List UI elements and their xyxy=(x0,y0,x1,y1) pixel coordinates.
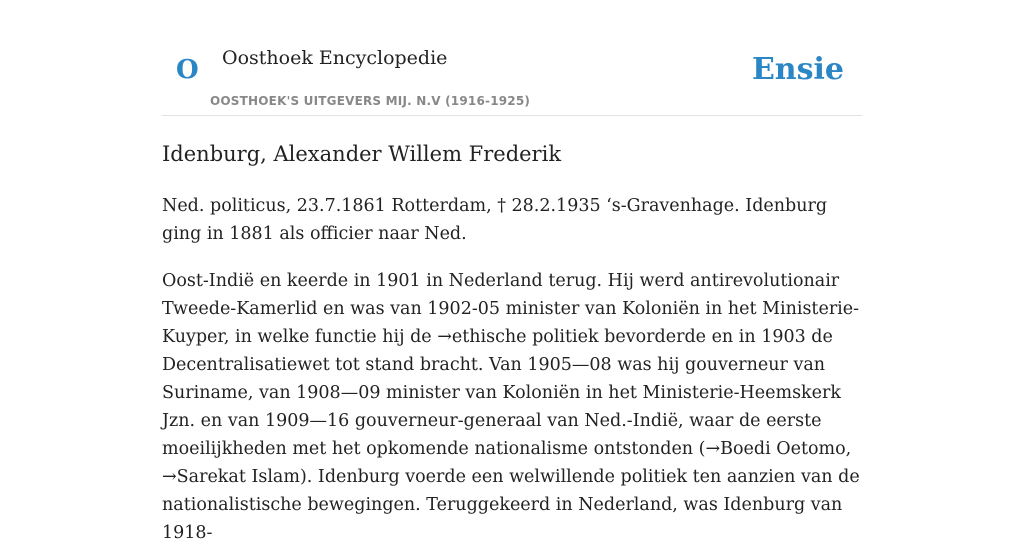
article-paragraph-1: Ned. politicus, 23.7.1861 Rotterdam, † 28.2.1935 ‘s-Gravenhage. Idenburg ging in 1881 als officier naar Ned. xyxy=(162,196,828,244)
page-container xyxy=(162,0,862,543)
ensie-brand-link[interactable]: Ensie xyxy=(751,52,844,87)
article-title: Idenburg, Alexander Willem Frederik xyxy=(162,142,562,166)
article-paragraph-2: Oost-Indië en keerde in 1901 in Nederland terug. Hij werd antirevolutionair Tweede-Kamerlid en was van 1902-05 minister van Koloniën in het Ministerie-Kuyper, in welke functie hij de →ethische politiek bevorderde en in 1903 de Decentralisatiewet tot stand bracht. Van 1905—08 was hij gouverneur van Suriname, van 1908—09 minister van Koloniën in het Ministerie-Heemskerk Jzn. en van 1909—16 gouverneur-generaal van Ned.-Indië, waar de eerste moeilijkheden met het opkomende nationalisme ontstonden (→Boedi Oetomo, →Sarekat Islam). Idenburg voerde een welwillende politiek ten aanzien van de nationalistische bewegingen. Teruggekeerd in Nederland, was Idenburg van 1918- xyxy=(162,271,860,543)
encyclopedia-title: Oosthoek Encyclopedie xyxy=(222,47,448,69)
site-header xyxy=(162,0,862,116)
publisher-subtitle: OOSTHOEK'S UITGEVERS MIJ. N.V (1916-1925) xyxy=(210,94,531,108)
site-logo-link[interactable]: O xyxy=(176,55,199,85)
